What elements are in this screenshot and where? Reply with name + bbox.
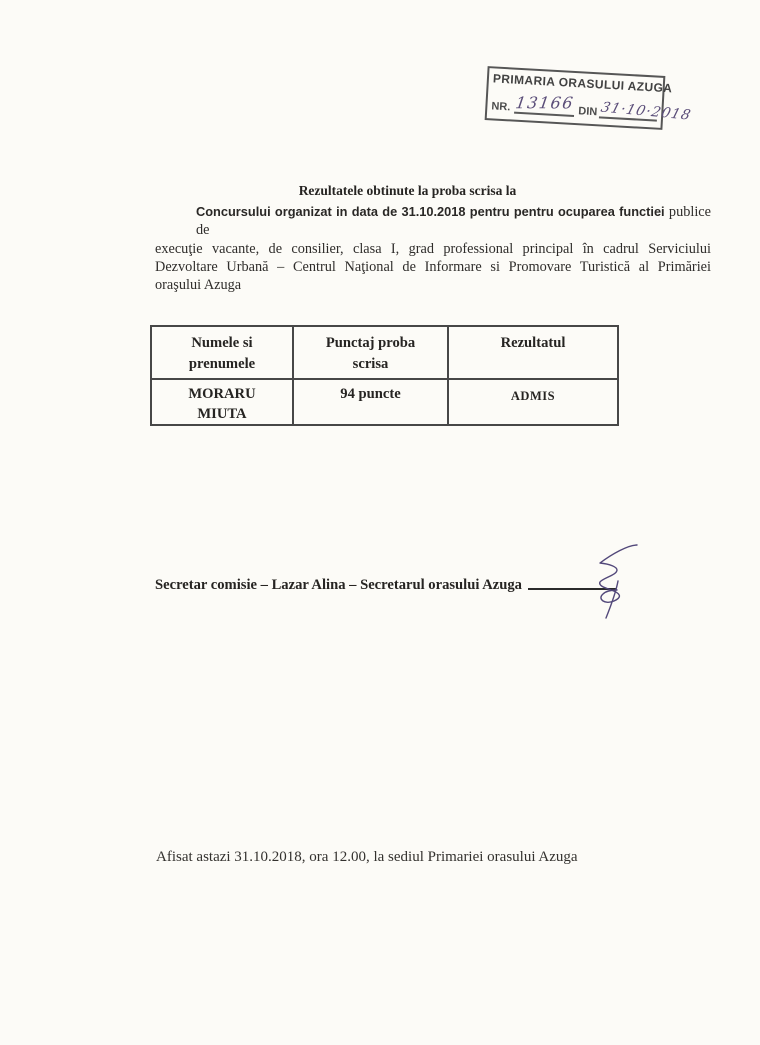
intro-line-1-bold: Concursului organizat in data de 31.10.2018 pentru pentru ocuparea functiei (196, 204, 665, 219)
stamp-nr-label: NR. (491, 100, 511, 114)
signature-underline (528, 588, 616, 590)
cell-score: 94 puncte (293, 379, 448, 425)
posting-note: Afisat astazi 31.10.2018, ora 12.00, la sediul Primariei orasului Azuga (156, 849, 578, 865)
stamp-nr-blank-line (514, 92, 575, 117)
document-title: Rezultatele obtinute la proba scrisa la (298, 183, 517, 198)
signature-caption-row (155, 577, 616, 594)
intro-line-1 (155, 203, 711, 240)
results-table-row (151, 379, 618, 425)
stamp-din-label: DIN (577, 105, 598, 119)
intro-line-4: oraşului Azuga (155, 277, 242, 294)
signature-caption: Secretar comisie – Lazar Alina – Secretarul orasului Azuga (155, 577, 522, 593)
results-table-header-row (151, 326, 618, 379)
stamp-din-blank-line (599, 98, 694, 124)
stamp-organization-text: PRIMARIA ORASULUI AZUGA (492, 71, 673, 96)
cell-candidate-name: MORARU MIUTA (151, 379, 293, 425)
results-table (150, 325, 619, 426)
header-cell-result: Rezultatul (448, 326, 618, 379)
intro-paragraph (155, 203, 711, 294)
registration-stamp (485, 66, 694, 130)
header-cell-score: Punctaj proba scrisa (293, 326, 448, 379)
handwritten-registration-date: 31·10·2018 (599, 99, 694, 124)
handwritten-registration-number: 13166 (514, 93, 576, 113)
intro-line-2: execuţie vacante, de consilier, clasa I, grad professional principal în cadrul Serviciului (155, 240, 711, 257)
header-cell-name: Numele si prenumele (151, 326, 293, 379)
cell-result: ADMIS (448, 379, 618, 425)
stamp-number-row (491, 90, 694, 124)
intro-line-1-rest: publice de (196, 204, 712, 239)
intro-line-3: Dezvoltare Urbană – Centrul Naţional de Informare si Promovare Turistică al Primăriei (155, 258, 711, 275)
